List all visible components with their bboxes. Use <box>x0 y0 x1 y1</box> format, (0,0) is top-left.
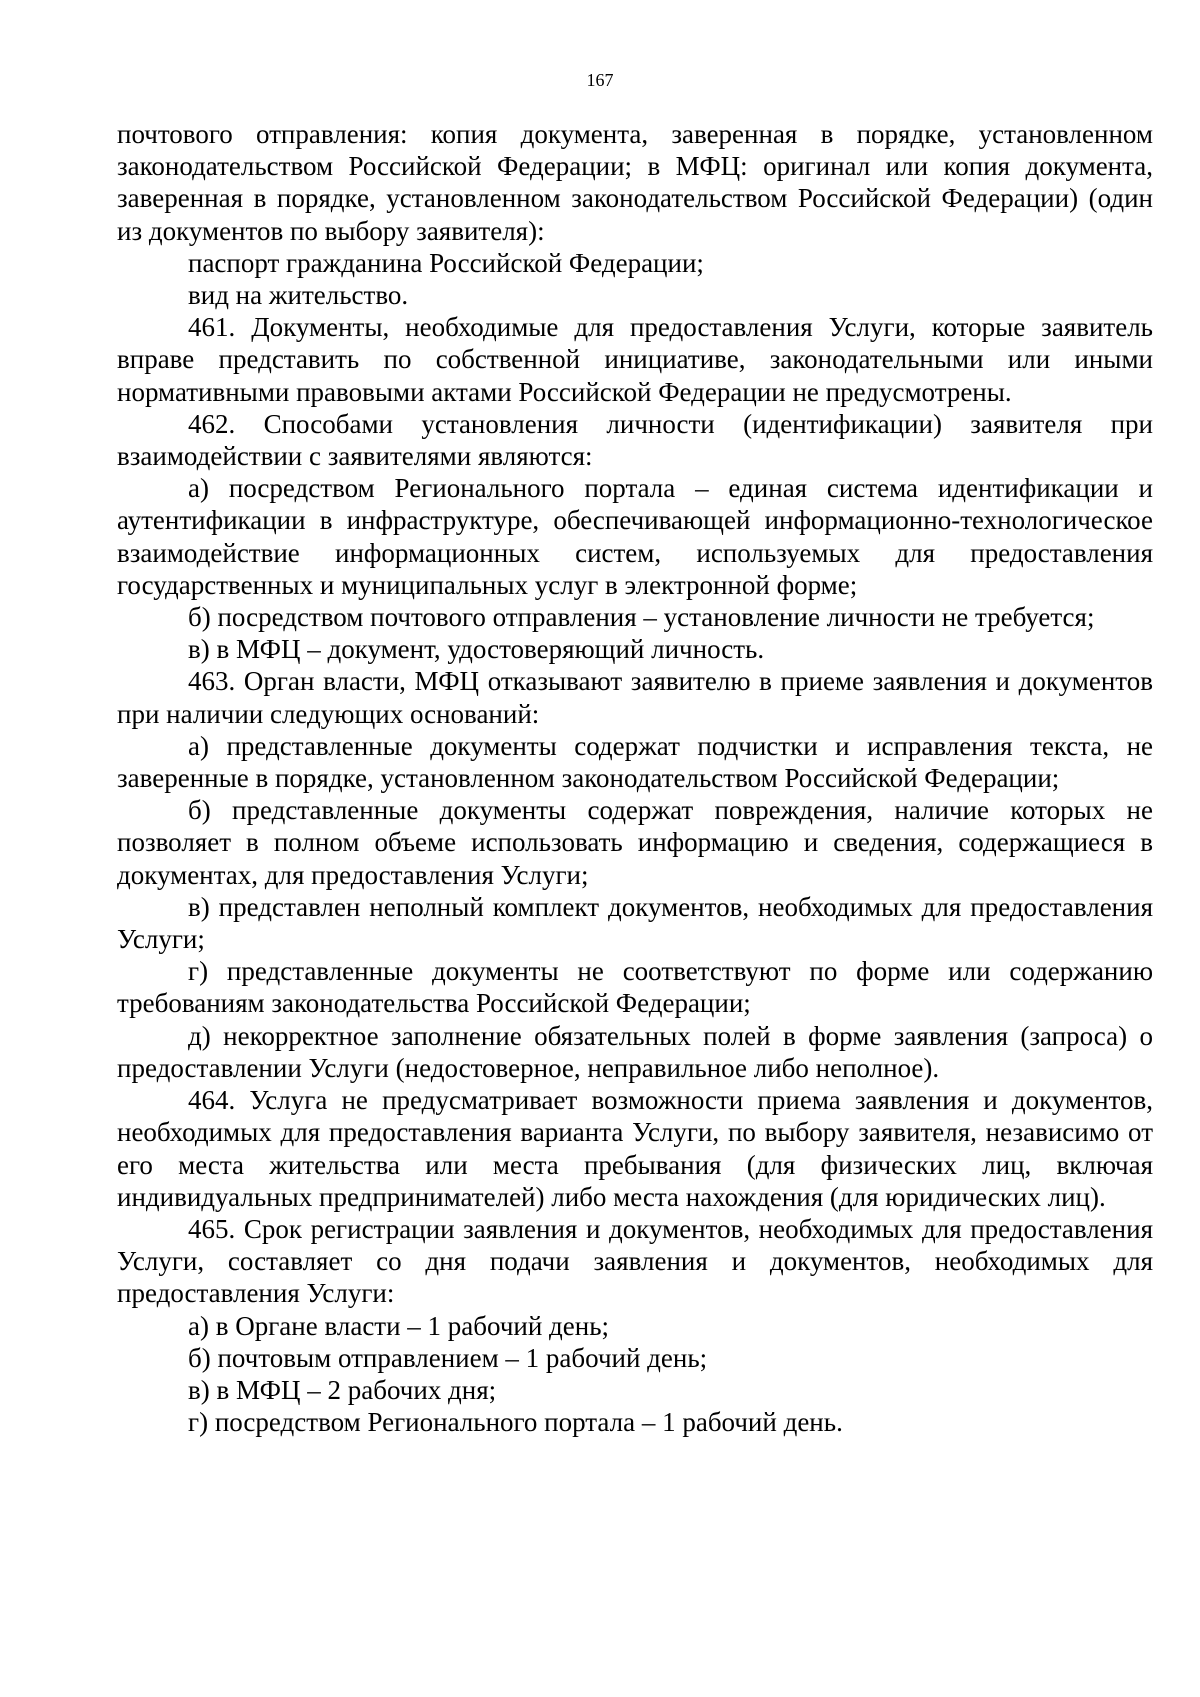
clause-465-a: а) в Органе власти – 1 рабочий день; <box>188 1310 610 1341</box>
clause-463: 463. Орган власти, МФЦ отказывают заявителю в приеме заявления и документов при наличии следующих оснований: <box>117 666 1153 729</box>
clause-465-b: б) почтовым отправлением – 1 рабочий день; <box>188 1342 708 1373</box>
clause-461: 461. Документы, необходимые для предоставления Услуги, которые заявитель вправе представить по собственной инициативе, законодательными или иными нормативными правовыми актами Российской Федерации не предусмотрены. <box>117 312 1153 407</box>
list-item-residence-permit: вид на жительство. <box>188 280 409 311</box>
clause-463-g: г) представленные документы не соответствуют по форме или содержанию требованиям законодательства Российской Федерации; <box>117 956 1153 1019</box>
clause-465-g: г) посредством Регионального портала – 1 рабочий день. <box>188 1407 843 1438</box>
paragraph-continuation: почтового отправления: копия документа, заверенная в порядке, установленном законодательством Российской Федерации; в МФЦ: оригинал или копия документа, заверенная в порядке, установленном законодательством Российской Федерации) (один из документов по выбору заявителя): <box>117 119 1153 246</box>
clause-463-v: в) представлен неполный комплект документов, необходимых для предоставления Услуги; <box>117 891 1153 955</box>
clause-462-b: б) посредством почтового отправления – установление личности не требуется; <box>188 602 1095 633</box>
clause-465-v: в) в МФЦ – 2 рабочих дня; <box>188 1374 497 1405</box>
clause-465: 465. Срок регистрации заявления и документов, необходимых для предоставления Услуги, составляет со дня подачи заявления и документов, необходимых для предоставления Услуги: <box>117 1213 1153 1309</box>
document-body <box>117 118 1153 1438</box>
clause-463-d: д) некорректное заполнение обязательных полей в форме заявления (запроса) о предоставлении Услуги (недостоверное, неправильное либо неполное). <box>117 1020 1153 1083</box>
clause-462-v: в) в МФЦ – документ, удостоверяющий личность. <box>188 634 765 665</box>
clause-462: 462. Способами установления личности (идентификации) заявителя при взаимодействии с заявителями являются: <box>117 408 1153 472</box>
clause-463-b: б) представленные документы содержат повреждения, наличие которых не позволяет в полном объеме использовать информацию и сведения, содержащиеся в документах, для предоставления Услуги; <box>117 795 1153 890</box>
clause-463-a: а) представленные документы содержат подчистки и исправления текста, не заверенные в порядке, установленном законодательством Российской Федерации; <box>117 730 1153 794</box>
clause-464: 464. Услуга не предусматривает возможности приема заявления и документов, необходимых для предоставления варианта Услуги, по выбору заявителя, независимо от его места жительства или места пребывания (для физических лиц, включая индивидуальных предпринимателей) либо места нахождения (для юридических лиц). <box>117 1085 1153 1212</box>
list-item-passport: паспорт гражданина Российской Федерации; <box>188 247 704 278</box>
clause-462-a: а) посредством Регионального портала – единая система идентификации и аутентификации в инфраструктуре, обеспечивающей информационно-технологическое взаимодействие информационных систем, используемых для предоставления государственных и муниципальных услуг в электронной форме; <box>117 473 1153 600</box>
page-number: 167 <box>586 70 614 90</box>
